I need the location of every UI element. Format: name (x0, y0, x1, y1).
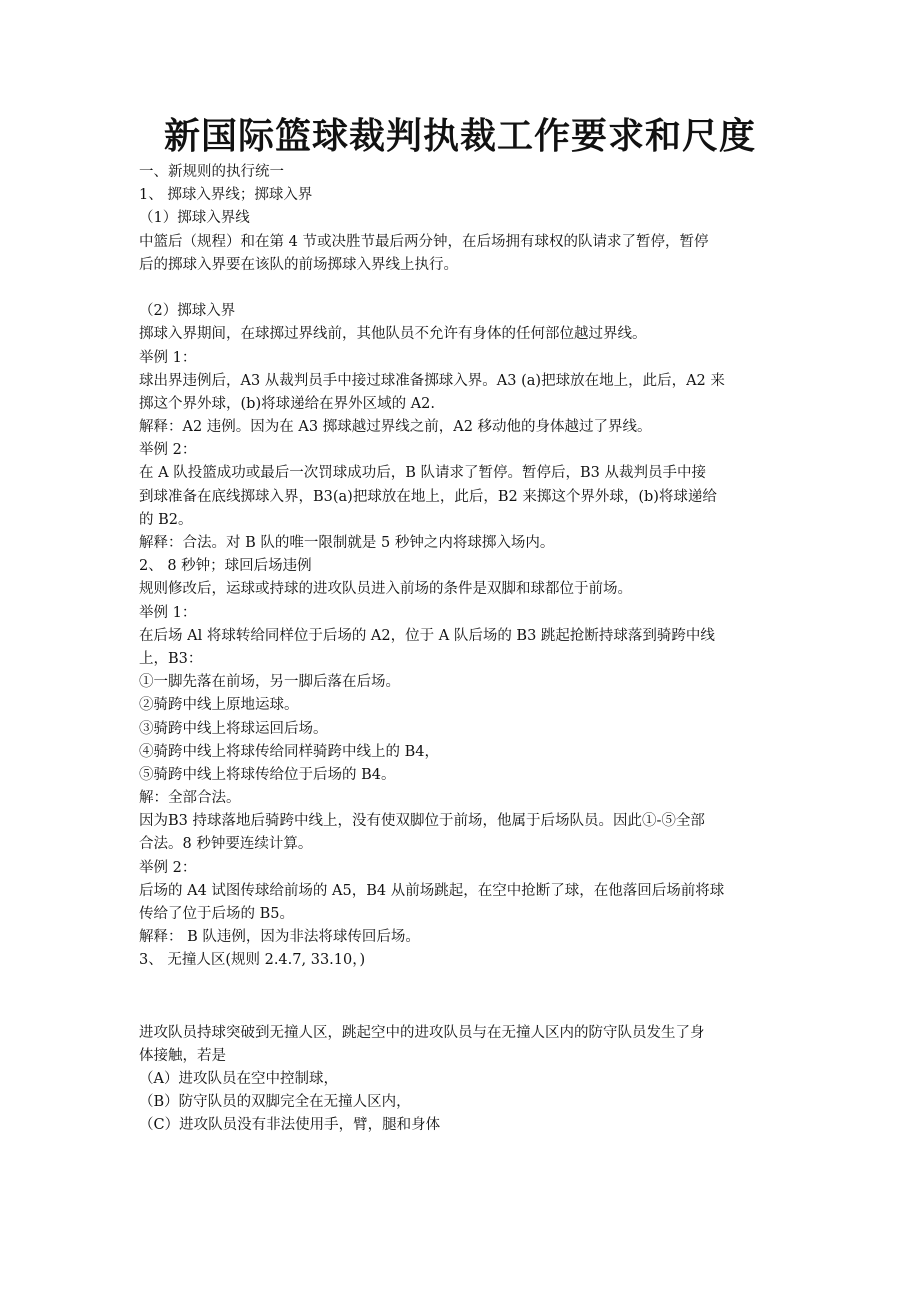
paragraph-line: 进攻队员持球突破到无撞人区，跳起空中的进攻队员与在无撞人区内的防守队员发生了身 (139, 1024, 705, 1041)
paragraph-line: 传给了位于后场的 B5。 (139, 906, 294, 922)
example-label: 举例 1： (139, 604, 197, 621)
explanation-line: 解释：合法。对 B 队的唯一限制就是 5 秒钟之内将球掷入场内。 (139, 535, 555, 551)
paragraph-line: 的 B2。 (139, 511, 193, 528)
paragraph-line: 掷这个界外球，(b)将球递给在界外区域的 A2. (139, 395, 436, 412)
paragraph-line: 因为B3 持球落地后骑跨中线上，没有使双脚位于前场，他属于后场队员。因此①-⑤全部 (139, 813, 705, 830)
subsection-item: （2）掷球入界 (139, 303, 236, 320)
paragraph-line: 后的掷球入界要在该队的前场掷球入界线上执行。 (139, 256, 458, 273)
list-item: ③骑跨中线上将球运回后场。 (139, 720, 328, 737)
example-label: 举例 2： (139, 442, 197, 459)
paragraph-line: 合法。8 秒钟要连续计算。 (139, 836, 313, 853)
section-heading: 一、新规则的执行统一 (139, 164, 284, 180)
blank-line (139, 277, 785, 300)
document-body (139, 161, 785, 1138)
blank-gap (139, 973, 785, 1022)
paragraph-line: 规则修改后，运球或持球的进攻队员进入前场的条件是双脚和球都位于前场。 (139, 581, 632, 598)
explanation-line: 解：全部合法。 (139, 790, 241, 807)
list-item: （A）进攻队员在空中控制球， (139, 1070, 338, 1087)
paragraph-line: 体接触，若是 (139, 1047, 226, 1064)
subsection-heading: 1、 掷球入界线；掷球入界 (139, 187, 313, 204)
example-label: 举例 2： (139, 859, 197, 876)
paragraph-line: 在 A 队投篮成功或最后一次罚球成功后，B 队请求了暂停。暂停后，B3 从裁判员手中接 (139, 465, 706, 482)
list-item: ①一脚先落在前场，另一脚后落在后场。 (139, 674, 400, 691)
paragraph-line: 在后场 Al 将球转给同样位于后场的 A2，位于 A 队后场的 B3 跳起抢断持球落到骑跨中线 (139, 627, 715, 644)
subsection-heading: 3、 无撞人区(规则 2.4.7, 33.10，) (139, 952, 366, 969)
paragraph-line: 球出界违例后，A3 从裁判员手中接过球准备掷球入界。A3 (a)把球放在地上，此后，A2 来 (139, 372, 725, 389)
document-title: 新国际篮球裁判执裁工作要求和尺度 (163, 116, 756, 157)
subsection-item: （1）掷球入界线 (139, 210, 250, 227)
paragraph-line: 上，B3： (139, 650, 203, 667)
explanation-line: 解释： B 队违例，因为非法将球传回后场。 (139, 929, 420, 946)
list-item: ④骑跨中线上将球传给同样骑跨中线上的 B4， (139, 743, 439, 760)
explanation-line: 解释：A2 违例。因为在 A3 掷球越过界线之前，A2 移动他的身体越过了界线。 (139, 419, 652, 436)
paragraph-line: 后场的 A4 试图传球给前场的 A5，B4 从前场跳起，在空中抢断了球，在他落回后场前将球 (139, 882, 725, 899)
paragraph-line: 到球准备在底线掷球入界，B3(a)把球放在地上，此后，B2 来掷这个界外球，(b)将球递给 (139, 488, 717, 505)
paragraph-line: 掷球入界期间，在球掷过界线前，其他队员不允许有身体的任何部位越过界线。 (139, 326, 647, 343)
list-item: ⑤骑跨中线上将球传给位于后场的 B4。 (139, 766, 396, 783)
list-item: （B）防守队员的双脚完全在无撞人区内， (139, 1094, 411, 1111)
list-item: （C）进攻队员没有非法使用手，臂，腿和身体 (139, 1117, 441, 1134)
subsection-heading: 2、 8 秒钟；球回后场违例 (139, 558, 312, 575)
list-item: ②骑跨中线上原地运球。 (139, 697, 299, 714)
paragraph-line: 中篮后（规程）和在第 4 节或决胜节最后两分钟，在后场拥有球权的队请求了暂停，暂停 (139, 233, 709, 250)
example-label: 举例 1： (139, 349, 197, 366)
